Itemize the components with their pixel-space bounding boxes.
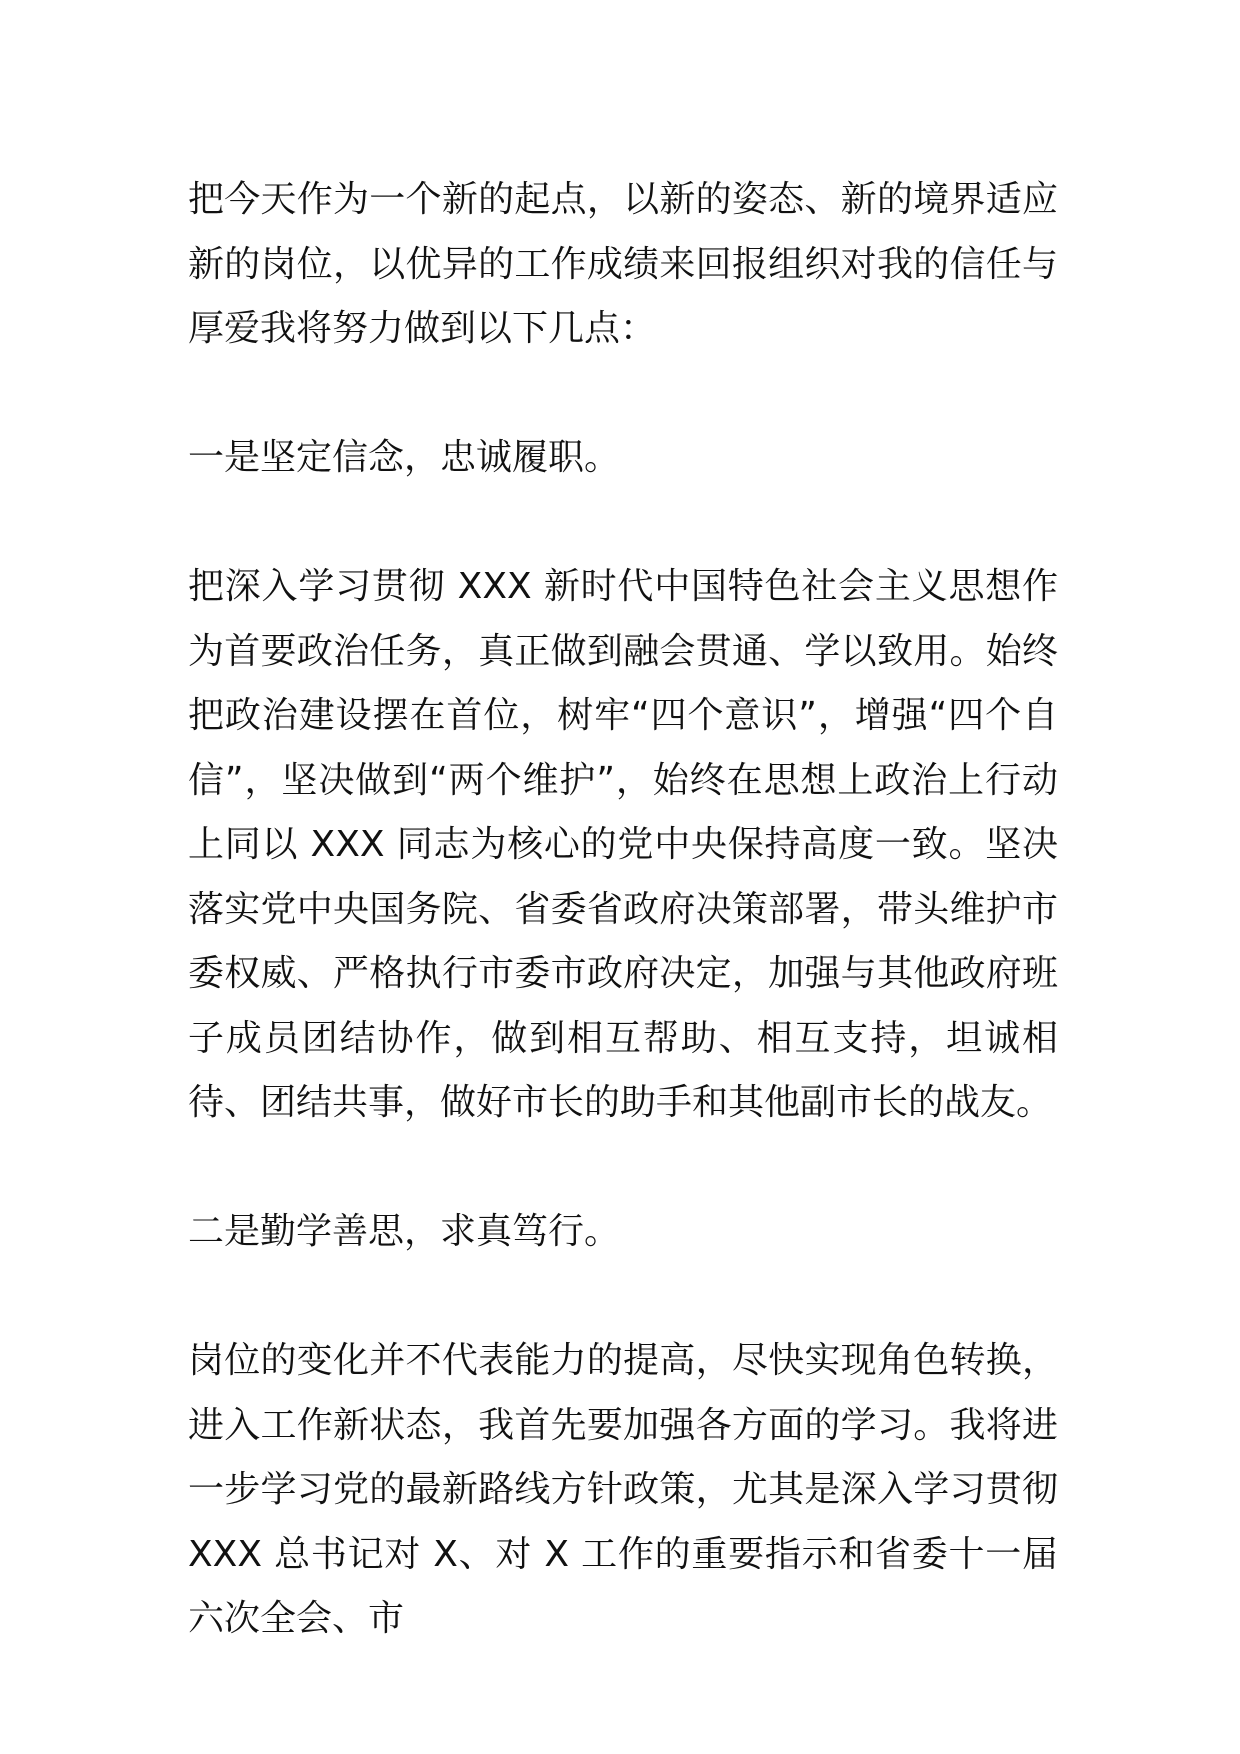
section-heading-two: 二是勤学善思，求真笃行。 [188,1211,621,1252]
paragraph-spacer [188,1136,1058,1201]
intro-paragraph: 把今天作为一个新的起点，以新的姿态、新的境界适应新的岗位，以优异的工作成绩来回报组织对我的信任与厚爱我将努力做到以下几点： [188,179,1058,349]
section-one-paragraph: 把深入学习贯彻 XXX 新时代中国特色社会主义思想作为首要政治任务，真正做到融会贯通、学以致用。始终把政治建设摆在首位，树牢“四个意识”，增强“四个自信”，坚决做到“两个维护”，始终在思想上政治上行动上同以 XXX 同志为核心的党中央保持高度一致。坚决落实党中央国务院、省委省政府决策部署，带头维护市委权威、严格执行市委市政府决定，加强与其他政府班子成员团结协作，做到相互帮助、相互支持，坦诚相待、团结共事，做好市长的助手和其他副市长的战友。 [188,566,1058,1123]
paragraph-spacer [188,491,1058,556]
section-two-paragraph: 岗位的变化并不代表能力的提高，尽快实现角色转换，进入工作新状态，我首先要加强各方面的学习。我将进一步学习党的最新路线方针政策，尤其是深入学习贯彻 XXX 总书记对 X、对 X 工作的重要指示和省委十一届六次全会、市 [188,1340,1058,1639]
document-body [188,168,1058,1652]
section-heading-one: 一是坚定信念，忠诚履职。 [188,437,621,478]
paragraph-spacer [188,1265,1058,1330]
paragraph-spacer [188,362,1058,427]
